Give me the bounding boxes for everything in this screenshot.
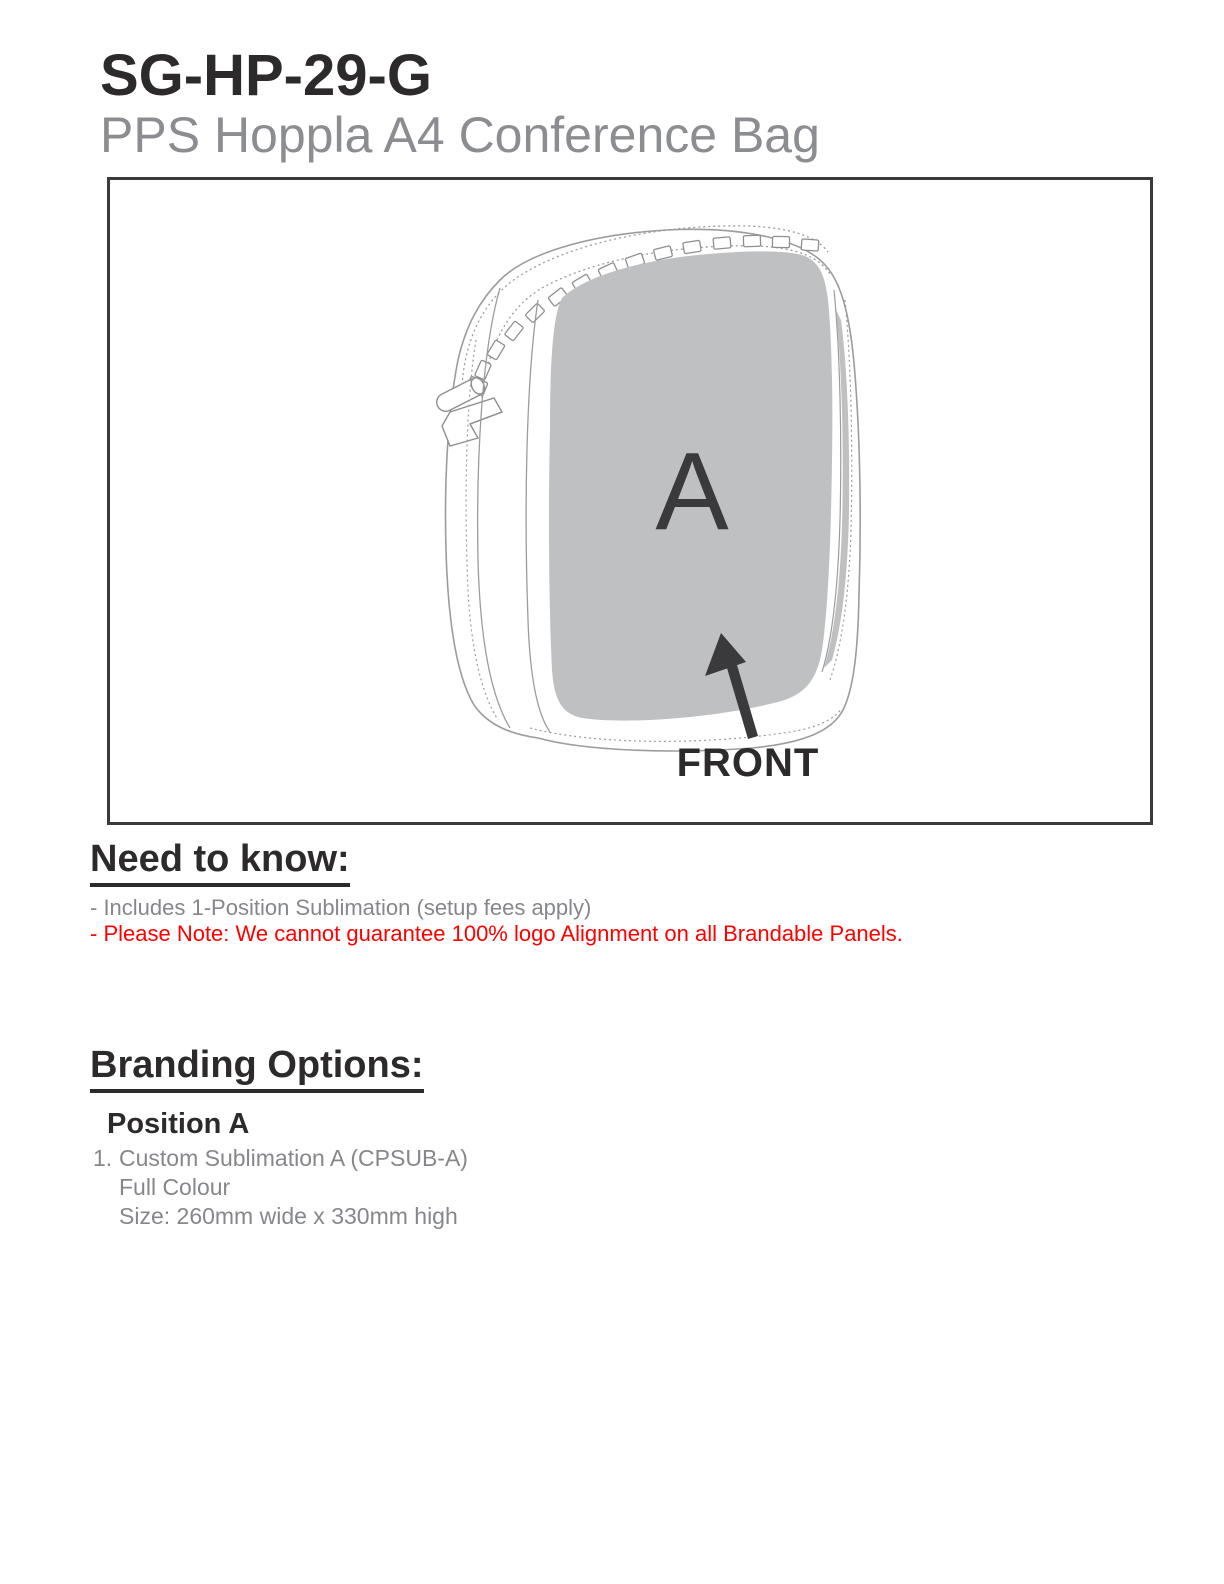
option-size: Size: 260mm wide x 330mm high [119, 1203, 458, 1230]
product-code: SG-HP-29-G [100, 43, 432, 108]
front-label: FRONT [676, 741, 820, 785]
product-diagram-frame [107, 177, 1153, 825]
need-to-know-section [90, 838, 903, 947]
bag-illustration [110, 180, 1150, 822]
position-title: Position A [107, 1107, 250, 1140]
option-colour: Full Colour [119, 1174, 231, 1201]
panel-letter: A [655, 430, 729, 553]
page-header [100, 44, 820, 161]
branding-options-section [90, 1044, 468, 1231]
need-to-know-heading: Need to know: [90, 838, 350, 887]
product-name: PPS Hoppla A4 Conference Bag [100, 106, 820, 163]
branding-option [93, 1144, 468, 1231]
need-to-know-warning: - Please Note: We cannot guarantee 100% logo Alignment on all Brandable Panels. [90, 920, 903, 946]
branding-options-heading: Branding Options: [90, 1044, 424, 1093]
need-to-know-item: - Includes 1-Position Sublimation (setup fees apply) [90, 894, 592, 920]
option-number: 1. [93, 1145, 113, 1172]
option-name: Custom Sublimation A (CPSUB-A) [119, 1145, 468, 1172]
